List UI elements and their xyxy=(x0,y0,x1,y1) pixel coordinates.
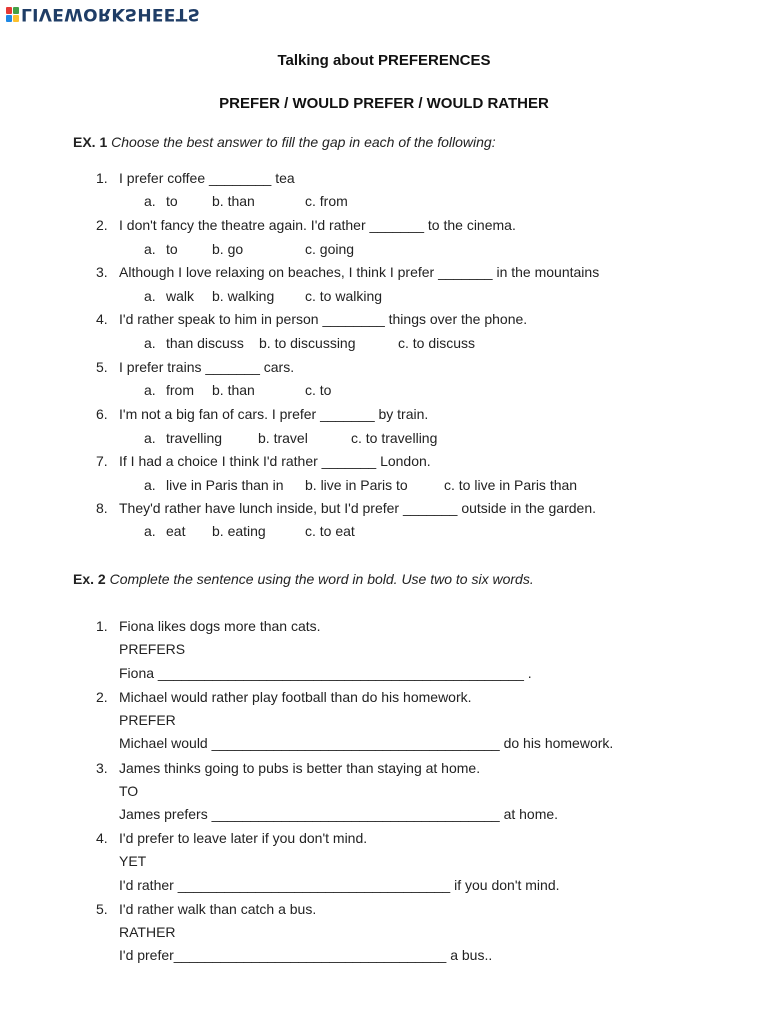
logo-block-yellow xyxy=(13,15,19,22)
liveworksheets-logo xyxy=(6,4,200,24)
ex1-q7-option-a-letter[interactable]: a. xyxy=(144,477,156,493)
ex2-item5-answer-line[interactable]: I'd prefer___________________________________ a bus.. xyxy=(119,947,493,963)
logo-text: LIVEWORKSHEETS xyxy=(21,4,201,24)
ex1-q1-option-b[interactable]: b. than xyxy=(212,193,255,209)
page-title: Talking about PREFERENCES xyxy=(277,52,491,69)
ex1-q6-option-b[interactable]: b. travel xyxy=(258,430,308,446)
ex1-q1-option-a[interactable]: to xyxy=(166,193,178,209)
ex1-q6-option-a-letter[interactable]: a. xyxy=(144,430,156,446)
ex1-label: EX. 1 xyxy=(73,134,108,150)
ex1-q3-option-a-letter[interactable]: a. xyxy=(144,288,156,304)
ex2-item3-answer-line[interactable]: James prefers _____________________________________ at home. xyxy=(119,806,559,822)
ex1-q8-option-a-letter[interactable]: a. xyxy=(144,523,156,539)
ex2-instruction: Complete the sentence using the word in bold. Use two to six words. xyxy=(109,571,534,587)
ex1-q1-option-a-letter[interactable]: a. xyxy=(144,193,156,209)
ex1-q3-option-a[interactable]: walk xyxy=(166,288,195,304)
ex1-q2-option-b[interactable]: b. go xyxy=(212,241,244,257)
ex1-q7-option-c[interactable]: c. to live in Paris than xyxy=(444,477,578,493)
ex2-item3-sentence: James thinks going to pubs is better than staying at home. xyxy=(119,760,481,776)
ex2-item1-keyword: PREFERS xyxy=(119,641,186,657)
ex1-q3-text: Although I love relaxing on beaches, I think I prefer _______ in the mountains xyxy=(119,264,600,280)
logo-blocks-icon xyxy=(6,7,19,22)
ex1-q2-number: 2. xyxy=(96,217,108,233)
ex1-q2-option-a[interactable]: to xyxy=(166,241,178,257)
ex1-q8-number: 8. xyxy=(96,500,108,516)
ex2-item5-keyword: RATHER xyxy=(119,924,176,940)
ex2-label: Ex. 2 xyxy=(73,571,106,587)
ex1-q3-number: 3. xyxy=(96,264,108,280)
ex1-q4-option-a[interactable]: than discuss xyxy=(166,335,244,351)
ex1-q1-option-c[interactable]: c. from xyxy=(305,193,348,209)
ex2-item2-sentence: Michael would rather play football than do his homework. xyxy=(119,689,472,705)
ex2-item4-sentence: I'd prefer to leave later if you don't mind. xyxy=(119,830,368,846)
ex1-q7-option-a[interactable]: live in Paris than in xyxy=(166,477,284,493)
ex1-q2-option-a-letter[interactable]: a. xyxy=(144,241,156,257)
logo-block-blue xyxy=(6,15,12,22)
ex2-item1-number: 1. xyxy=(96,618,108,634)
ex2-item3-number: 3. xyxy=(96,760,108,776)
ex1-q5-option-a-letter[interactable]: a. xyxy=(144,382,156,398)
ex1-q8-option-c[interactable]: c. to eat xyxy=(305,523,355,539)
ex2-item5-sentence: I'd rather walk than catch a bus. xyxy=(119,901,317,917)
ex1-q8-text: They'd rather have lunch inside, but I'd prefer _______ outside in the garden. xyxy=(119,500,596,516)
ex2-item2-answer-line[interactable]: Michael would _____________________________________ do his homework. xyxy=(119,735,614,751)
ex1-q1-text: I prefer coffee ________ tea xyxy=(119,170,295,186)
ex1-q5-text: I prefer trains _______ cars. xyxy=(119,359,295,375)
ex2-item2-keyword: PREFER xyxy=(119,712,176,728)
ex1-instruction: Choose the best answer to fill the gap in each of the following: xyxy=(111,134,496,150)
ex1-q5-option-c[interactable]: c. to xyxy=(305,382,332,398)
ex1-q4-option-b[interactable]: b. to discussing xyxy=(259,335,356,351)
ex1-q8-option-a[interactable]: eat xyxy=(166,523,186,539)
logo-block-red xyxy=(6,7,12,14)
ex2-item4-keyword: YET xyxy=(119,853,147,869)
ex2-heading xyxy=(73,571,534,587)
page-subtitle: PREFER / WOULD PREFER / WOULD RATHER xyxy=(219,95,549,112)
ex1-q2-text: I don't fancy the theatre again. I'd rather _______ to the cinema. xyxy=(119,217,516,233)
ex1-q4-text: I'd rather speak to him in person ________ things over the phone. xyxy=(119,311,528,327)
ex1-q7-text: If I had a choice I think I'd rather _______ London. xyxy=(119,453,431,469)
ex2-item1-answer-line[interactable]: Fiona _______________________________________________ . xyxy=(119,665,532,681)
ex1-q2-option-c[interactable]: c. going xyxy=(305,241,355,257)
ex1-q4-number: 4. xyxy=(96,311,108,327)
ex1-q5-option-b[interactable]: b. than xyxy=(212,382,255,398)
ex1-q6-option-a[interactable]: travelling xyxy=(166,430,223,446)
ex1-q7-option-b[interactable]: b. live in Paris to xyxy=(305,477,408,493)
ex2-item4-answer-line[interactable]: I'd rather ___________________________________ if you don't mind. xyxy=(119,877,560,893)
ex1-q4-option-a-letter[interactable]: a. xyxy=(144,335,156,351)
ex1-q1-number: 1. xyxy=(96,170,108,186)
ex1-q6-number: 6. xyxy=(96,406,108,422)
ex1-q5-option-a[interactable]: from xyxy=(166,382,194,398)
ex1-q7-number: 7. xyxy=(96,453,108,469)
ex1-q6-text: I'm not a big fan of cars. I prefer _______ by train. xyxy=(119,406,429,422)
logo-block-green xyxy=(13,7,19,14)
ex2-item3-keyword: TO xyxy=(119,783,139,799)
ex1-q3-option-b[interactable]: b. walking xyxy=(212,288,275,304)
ex1-q6-option-c[interactable]: c. to travelling xyxy=(351,430,438,446)
ex2-item1-sentence: Fiona likes dogs more than cats. xyxy=(119,618,321,634)
ex2-item4-number: 4. xyxy=(96,830,108,846)
ex2-item5-number: 5. xyxy=(96,901,108,917)
ex1-heading xyxy=(73,134,496,150)
ex1-q4-option-c[interactable]: c. to discuss xyxy=(398,335,476,351)
ex1-q8-option-b[interactable]: b. eating xyxy=(212,523,266,539)
ex2-item2-number: 2. xyxy=(96,689,108,705)
ex1-q5-number: 5. xyxy=(96,359,108,375)
ex1-q3-option-c[interactable]: c. to walking xyxy=(305,288,383,304)
